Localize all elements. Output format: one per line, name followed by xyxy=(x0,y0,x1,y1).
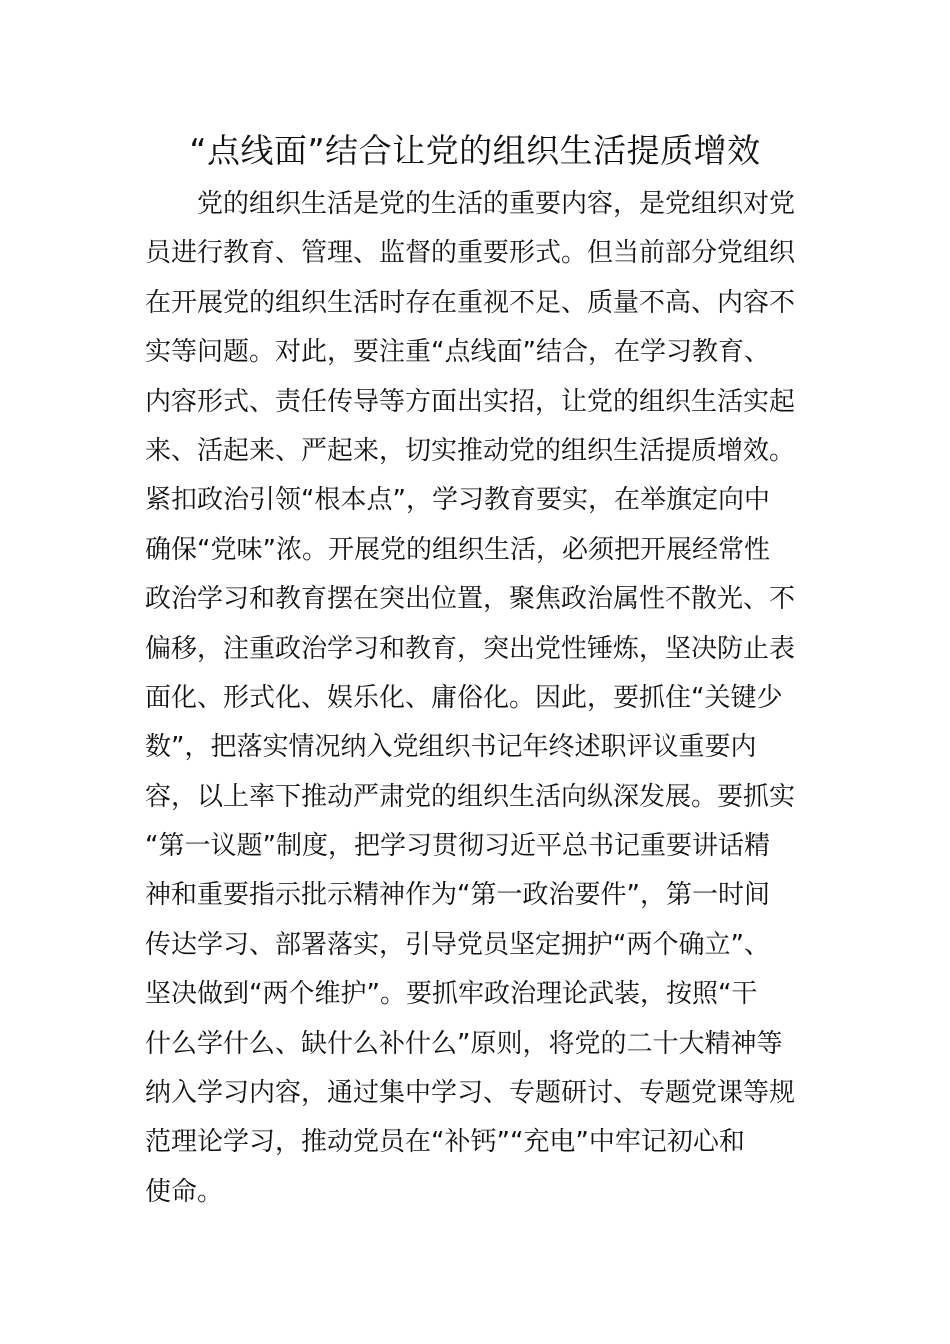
text-line: 偏移，注重政治学习和教育，突出党性锤炼，坚决防止表 xyxy=(145,633,796,664)
text-line: 来、活起来、严起来，切实推动党的组织生活提质增效。 xyxy=(145,435,796,466)
text-line: 纳入学习内容，通过集中学习、专题研讨、专题党课等规 xyxy=(145,1078,796,1109)
document-body xyxy=(145,180,805,1217)
text-line: 政治学习和教育摆在突出位置，聚焦政治属性不散光、不 xyxy=(145,584,796,615)
text-line: 什么学什么、缺什么补什么”原则，将党的二十大精神等 xyxy=(145,1028,783,1059)
text-line: 数”，把落实情况纳入党组织书记年终述职评议重要内 xyxy=(145,732,757,763)
text-line: 确保“党味”浓。开展党的组织生活，必须把开展经常性 xyxy=(145,534,770,565)
text-line: 使命。 xyxy=(145,1176,224,1207)
text-line: 范理论学习，推动党员在“补钙”“充电”中牢记初心和 xyxy=(145,1127,745,1158)
text-line: 坚决做到“两个维护”。要抓牢政治理论武装，按照“干 xyxy=(145,979,758,1010)
text-line: 内容形式、责任传导等方面出实招，让党的组织生活实起 xyxy=(145,386,796,417)
text-line: 面化、形式化、娱乐化、庸俗化。因此，要抓住“关键少 xyxy=(145,682,783,713)
text-line: 在开展党的组织生活时存在重视不足、质量不高、内容不 xyxy=(145,287,796,318)
text-line: 紧扣政治引领“根本点”，学习教育要实，在举旗定向中 xyxy=(145,485,770,516)
text-line: 容，以上率下推动严肃党的组织生活向纵深发展。要抓实 xyxy=(145,781,796,812)
text-line: 实等问题。对此，要注重“点线面”结合，在学习教育、 xyxy=(145,337,770,368)
document-title: “点线面”结合让党的组织生活提质增效 xyxy=(189,131,761,170)
text-line: 员进行教育、管理、监督的重要形式。但当前部分党组织 xyxy=(145,238,796,269)
text-line: 神和重要指示批示精神作为“第一政治要件”，第一时间 xyxy=(145,880,770,911)
text-line: 党的组织生活是党的生活的重要内容，是党组织对党 xyxy=(145,189,796,219)
text-line: “第一议题”制度，把学习贯彻习近平总书记重要讲话精 xyxy=(145,831,770,862)
text-line: 传达学习、部署落实，引导党员坚定拥护“两个确立”、 xyxy=(145,929,770,960)
